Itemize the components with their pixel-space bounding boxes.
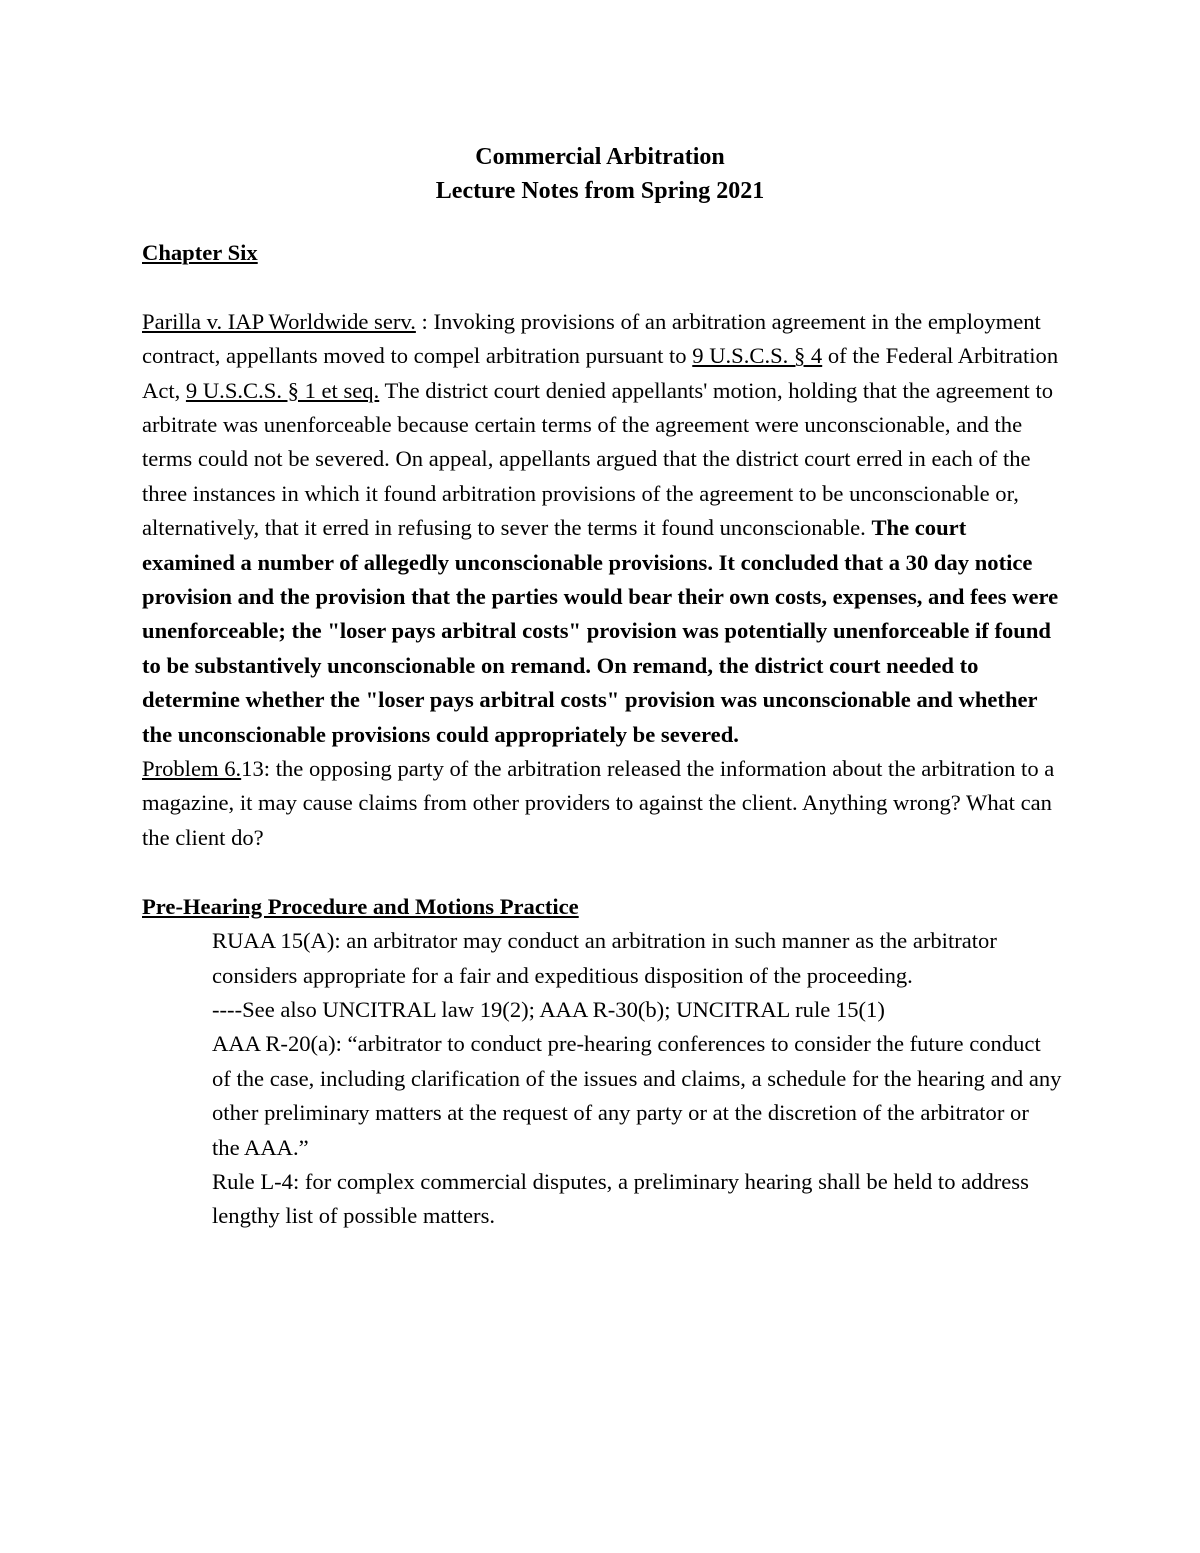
prehearing-heading: Pre-Hearing Procedure and Motions Practice <box>142 893 579 919</box>
document-title: Commercial Arbitration <box>475 144 725 170</box>
prehearing-item: AAA R-20(a): “arbitrator to conduct pre-hearing conferences to consider the future conduct of the case, including clarification of the issues and claims, a schedule for the hearing and any other preliminary matters at the request of any party or at the discretion of the arbitrator or the AAA.” <box>212 1031 1062 1160</box>
case-text-2: of the Federal Arbitration Act, <box>142 343 1059 403</box>
case-paragraph <box>142 305 1062 752</box>
case-name: Parilla v. IAP Worldwide serv. <box>142 308 416 334</box>
problem-paragraph <box>142 752 1062 855</box>
prehearing-item: RUAA 15(A): an arbitrator may conduct an arbitration in such manner as the arbitrator considers appropriate for a fair and expeditious disposition of the proceeding. <box>212 928 997 988</box>
spacer <box>142 270 1062 304</box>
document-subtitle: Lecture Notes from Spring 2021 <box>435 178 765 204</box>
problem-label: Problem 6. <box>142 756 242 782</box>
case-separator: : <box>415 308 434 334</box>
case-text-3: The district court denied appellants' motion, holding that the agreement to arbitrate was unenforceable because certain terms of the agreement were unconscionable, and the terms could not be severed. On appeal, appellants argued that the district court erred in each of the three instances in which it found arbitration provisions of the agreement to be unconscionable or, alternatively, that it erred in refusing to sever the terms it found unconscionable. <box>142 377 1054 541</box>
document-title-block <box>0 140 1200 208</box>
spacer <box>142 855 1062 889</box>
problem-label-tail: 13 <box>241 756 264 782</box>
case-holding: The court examined a number of allegedly unconscionable provisions. It concluded that a 30 day notice provision and the provision that the parties would bear their own costs, expenses, and fees were unenforceable; the "loser pays arbitral costs" provision was potentially unenforceable if found to be substantively unconscionable on remand. On remand, the district court needed to determine whether the "loser pays arbitral costs" provision was unconscionable and whether the unconscionable provisions could appropriately be severed. <box>142 515 1059 747</box>
problem-text: : the opposing party of the arbitration released the information about the arbitration to a magazine, it may cause claims from other providers to against the client. Anything wrong? What can the client do? <box>142 756 1055 850</box>
prehearing-list <box>142 924 1062 1234</box>
case-text-1: Invoking provisions of an arbitration agreement in the employment contract, appellants moved to compel arbitration pursuant to <box>142 308 1041 369</box>
prehearing-item: ----See also UNCITRAL law 19(2); AAA R-30(b); UNCITRAL rule 15(1) <box>212 996 885 1022</box>
prehearing-item: Rule L-4: for complex commercial disputes, a preliminary hearing shall be held to address lengthy list of possible matters. <box>212 1168 1029 1229</box>
document-body <box>142 236 1062 1234</box>
chapter-heading: Chapter Six <box>142 240 258 265</box>
citation-link-1[interactable]: 9 U.S.C.S. § 4 <box>692 343 823 369</box>
citation-link-2[interactable]: 9 U.S.C.S. § 1 et seq. <box>185 377 380 403</box>
